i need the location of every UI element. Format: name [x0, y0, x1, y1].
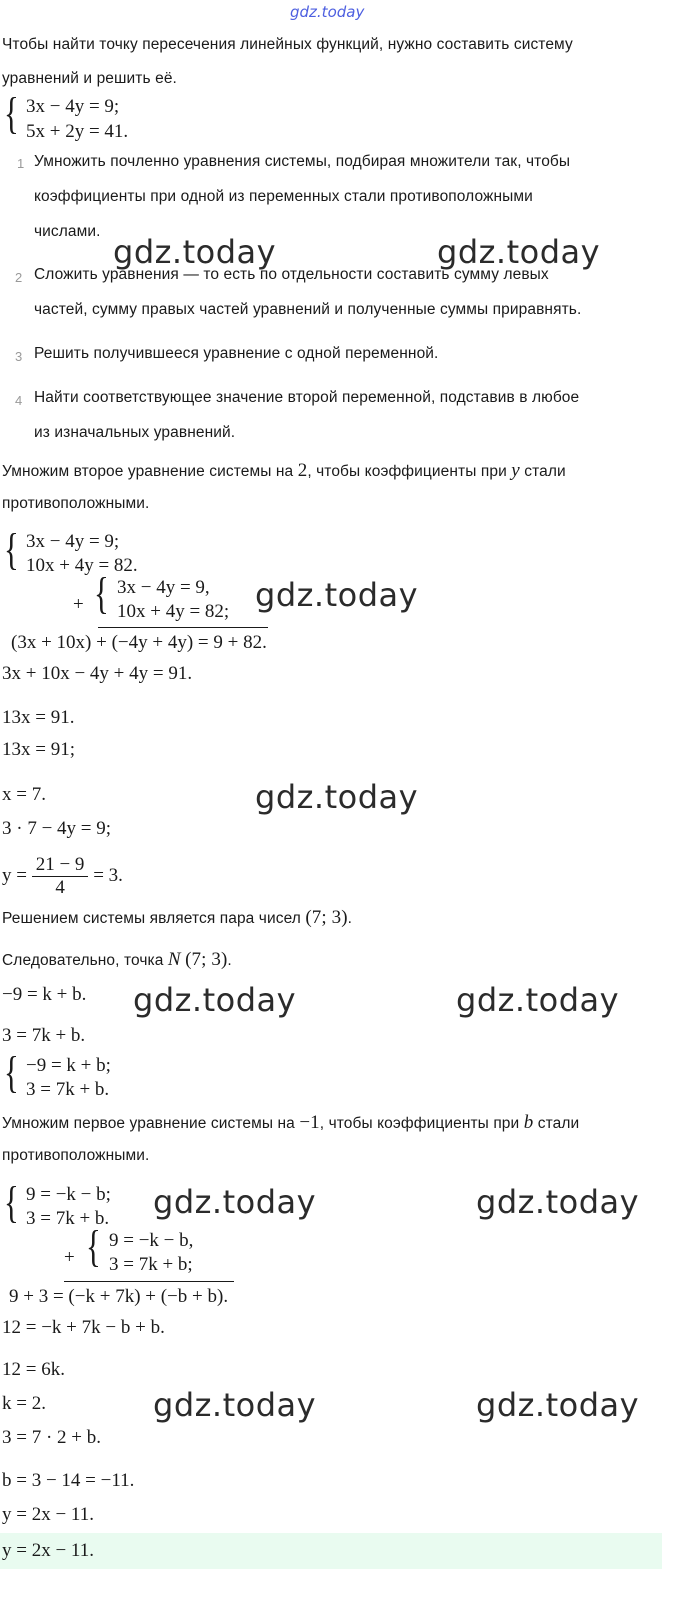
system-brace: {: [4, 89, 19, 138]
calc-line: 3x + 10x − 4y + 4y = 91.: [2, 663, 193, 684]
step-2-line-2: частей, сумму правых частей уравнений и полученные суммы приравнять.: [34, 301, 582, 318]
addition-2-result: 9 + 3 = (−k + 7k) + (−b + b).: [9, 1286, 229, 1307]
calc-line: 3 · 7 − 4y = 9;: [2, 818, 112, 839]
watermark: gdz.today: [437, 233, 601, 271]
calc-line: 12 = 6k.: [2, 1359, 65, 1380]
step-1-number: 1: [17, 156, 25, 171]
addition-1-eq-2: 10x + 4y = 82;: [117, 601, 230, 622]
watermark: gdz.today: [113, 233, 277, 271]
step-1-line-3: числами.: [34, 223, 101, 240]
step-4-number: 4: [15, 393, 23, 408]
addition-2-eq-2: 3 = 7k + b;: [109, 1254, 193, 1275]
system-4-eq-1: 9 = −k − b;: [26, 1184, 111, 1205]
system-brace: {: [94, 569, 109, 618]
calc-line: 3 = 7 · 2 + b.: [2, 1427, 102, 1448]
step-3-number: 3: [15, 349, 23, 364]
paragraph-multiply-first-line-2: противоположными.: [2, 1147, 150, 1164]
site-logo[interactable]: gdz.today: [290, 3, 365, 21]
step-4-line-1: Найти соответствующее значение второй переменной, подставив в любое: [34, 389, 580, 406]
system-2-eq-2: 10x + 4y = 82.: [26, 555, 138, 576]
calc-line: 12 = −k + 7k − b + b.: [2, 1317, 165, 1338]
step-1-line-1: Умножить почленно уравнения системы, подбирая множители так, чтобы: [34, 153, 571, 170]
paragraph-multiply-first: Умножим первое уравнение системы на −1, чтобы коэффициенты при b стали: [2, 1112, 580, 1133]
watermark: gdz.today: [133, 981, 297, 1019]
watermark: gdz.today: [255, 576, 419, 614]
system-brace: {: [4, 525, 19, 574]
addition-rule: [98, 627, 268, 628]
addition-rule: [64, 1281, 234, 1282]
addition-1-eq-1: 3x − 4y = 9,: [117, 577, 210, 598]
calc-line: 13x = 91;: [2, 739, 75, 760]
step-3-line-1: Решить получившееся уравнение с одной переменной.: [34, 345, 439, 362]
step-4-line-2: из изначальных уравнений.: [34, 424, 236, 441]
addition-1-result: (3x + 10x) + (−4y + 4y) = 9 + 82.: [11, 632, 267, 653]
point-sentence: Следовательно, точка N (7; 3).: [2, 949, 232, 970]
calc-line: k = 2.: [2, 1393, 46, 1414]
plus-sign: +: [64, 1247, 75, 1268]
paragraph-multiply-second-line-2: противоположными.: [2, 495, 150, 512]
step-2-line-1: Сложить уравнения — то есть по отдельности составить сумму левых: [34, 266, 549, 283]
calc-line: 3 = 7k + b.: [2, 1025, 86, 1046]
system-brace: {: [4, 1048, 19, 1097]
watermark: gdz.today: [153, 1386, 317, 1424]
watermark: gdz.today: [153, 1183, 317, 1221]
addition-2-eq-1: 9 = −k − b,: [109, 1230, 194, 1251]
plus-sign: +: [73, 594, 84, 615]
watermark: gdz.today: [255, 778, 419, 816]
system-4-eq-2: 3 = 7k + b.: [26, 1208, 110, 1229]
intro-line-2: уравнений и решить её.: [2, 70, 177, 87]
intro-line-1: Чтобы найти точку пересечения линейных функций, нужно составить систему: [2, 36, 573, 53]
calc-line: x = 7.: [2, 784, 46, 805]
system-3-eq-1: −9 = k + b;: [26, 1055, 111, 1076]
paragraph-multiply-second: Умножим второе уравнение системы на 2, чтобы коэффициенты при y стали: [2, 460, 566, 481]
calc-line: −9 = k + b.: [2, 984, 87, 1005]
system-brace: {: [4, 1178, 19, 1227]
answer-highlight: [0, 1533, 662, 1569]
system-1-eq-1: 3x − 4y = 9;: [26, 96, 120, 117]
step-2-number: 2: [15, 270, 23, 285]
calc-line: b = 3 − 14 = −11.: [2, 1470, 135, 1491]
calc-line: 13x = 91.: [2, 707, 75, 728]
system-2-eq-1: 3x − 4y = 9;: [26, 531, 120, 552]
watermark: gdz.today: [476, 1183, 640, 1221]
fraction-equation: y = $\frac{21 - 9}{4}$ = 3.: [2, 854, 123, 898]
watermark: gdz.today: [456, 981, 620, 1019]
answer: y = 2x − 11.: [2, 1540, 94, 1561]
calc-line: y = 2x − 11.: [2, 1504, 94, 1525]
watermark: gdz.today: [476, 1386, 640, 1424]
system-brace: {: [86, 1222, 101, 1271]
system-1-eq-2: 5x + 2y = 41.: [26, 121, 129, 142]
step-1-line-2: коэффициенты при одной из переменных стали противоположными: [34, 188, 533, 205]
solution-sentence: Решением системы является пара чисел (7; 3).: [2, 907, 353, 928]
system-3-eq-2: 3 = 7k + b.: [26, 1079, 110, 1100]
